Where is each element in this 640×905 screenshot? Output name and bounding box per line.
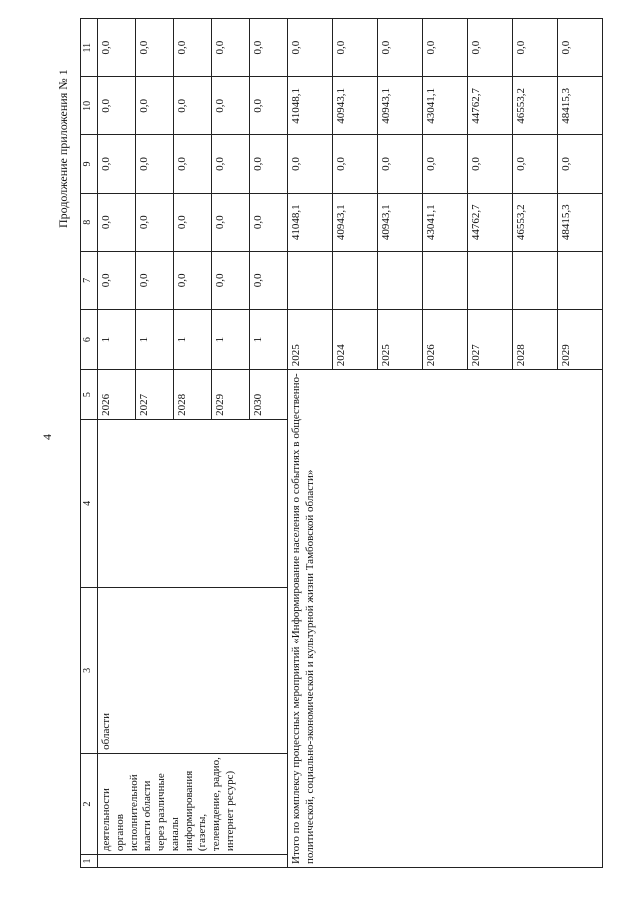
text-line: исполнительной: [127, 774, 140, 852]
col-number: 5: [81, 370, 98, 420]
col-number: 6: [81, 309, 98, 369]
total-cell: [423, 251, 468, 309]
total-cell: [513, 251, 558, 309]
value-cell: 0,0: [174, 77, 212, 135]
total-value: 44762,7: [468, 193, 513, 251]
municipal-value: 0,0: [468, 19, 513, 77]
year-cell: 2026: [423, 309, 468, 369]
value-cell: 0,0: [250, 19, 288, 77]
year-cell: 2028: [174, 370, 212, 420]
text-line: телевидение, радио,: [210, 757, 222, 852]
page-number: 4: [40, 434, 54, 440]
municipal-value: 0,0: [558, 19, 603, 77]
total-cell: [468, 251, 513, 309]
value-cell: 0,0: [212, 251, 250, 309]
regional-value: 46553,2: [513, 77, 558, 135]
federal-value: 0,0: [378, 135, 423, 193]
year-cell: 2029: [212, 370, 250, 420]
col-number: 1: [81, 855, 98, 868]
col-number: 8: [81, 193, 98, 251]
total-cell: [378, 251, 423, 309]
activity-description: [98, 753, 288, 854]
total-cell: [333, 251, 378, 309]
col-number: 2: [81, 753, 98, 854]
total-value: 43041,1: [423, 193, 468, 251]
regional-value: 43041,1: [423, 77, 468, 135]
total-label: Итого по комплексу процессных мероприятий «Информирование населения о событиях в общественно-политической, социально-экономической и культурной жизни Тамбовской области»: [288, 370, 603, 868]
federal-value: 0,0: [513, 135, 558, 193]
value-cell: 0,0: [250, 77, 288, 135]
year-cell: 2027: [468, 309, 513, 369]
municipal-value: 0,0: [378, 19, 423, 77]
executor-cell: области: [98, 587, 288, 753]
municipal-value: 0,0: [513, 19, 558, 77]
value-cell: 0,0: [136, 251, 174, 309]
financing-table: [80, 18, 603, 868]
total-value: 41048,1: [288, 193, 333, 251]
federal-value: 0,0: [288, 135, 333, 193]
rotated-table-sheet: [80, 18, 605, 868]
value-cell: 1: [136, 309, 174, 369]
appendix-note: Продолжение приложения № 1: [56, 69, 70, 228]
col-number: 4: [81, 419, 98, 587]
value-cell: 0,0: [98, 251, 136, 309]
value-cell: 0,0: [98, 135, 136, 193]
value-cell: 1: [174, 309, 212, 369]
value-cell: 0,0: [250, 193, 288, 251]
text-line: органов: [113, 814, 126, 852]
total-value: 48415,3: [558, 193, 603, 251]
value-cell: 0,0: [136, 19, 174, 77]
col-number: 9: [81, 135, 98, 193]
year-cell: 2024: [333, 309, 378, 369]
year-cell: 2027: [136, 370, 174, 420]
total-row: [288, 19, 333, 868]
col-number: 10: [81, 77, 98, 135]
federal-value: 0,0: [558, 135, 603, 193]
text-line: власти области: [141, 780, 154, 852]
federal-value: 0,0: [423, 135, 468, 193]
federal-value: 0,0: [333, 135, 378, 193]
year-cell: 2025: [378, 309, 423, 369]
value-cell: 0,0: [98, 193, 136, 251]
year-cell: 2026: [98, 370, 136, 420]
value-cell: 0,0: [250, 135, 288, 193]
regional-value: 48415,3: [558, 77, 603, 135]
value-cell: 0,0: [250, 251, 288, 309]
value-cell: 1: [98, 309, 136, 369]
value-cell: 0,0: [174, 19, 212, 77]
federal-value: 0,0: [468, 135, 513, 193]
value-cell: 0,0: [98, 77, 136, 135]
value-cell: 0,0: [136, 193, 174, 251]
year-cell: 2025: [288, 309, 333, 369]
indicator-cell: [98, 419, 288, 587]
value-cell: 0,0: [212, 193, 250, 251]
text-line: деятельности: [100, 788, 112, 852]
table-row: [98, 19, 136, 868]
value-cell: 0,0: [136, 77, 174, 135]
column-number-row: [81, 19, 98, 868]
value-cell: 0,0: [98, 19, 136, 77]
value-cell: 0,0: [136, 135, 174, 193]
total-value: 40943,1: [333, 193, 378, 251]
text-line: информирования: [182, 770, 195, 852]
text-line: через различные: [155, 773, 167, 852]
total-value: 40943,1: [378, 193, 423, 251]
total-value: 46553,2: [513, 193, 558, 251]
total-cell: [558, 251, 603, 309]
year-cell: 2029: [558, 309, 603, 369]
value-cell: 0,0: [212, 19, 250, 77]
value-cell: 1: [212, 309, 250, 369]
year-cell: 2028: [513, 309, 558, 369]
regional-value: 40943,1: [333, 77, 378, 135]
index-cell: [98, 855, 288, 868]
text-line: каналы: [168, 817, 181, 852]
municipal-value: 0,0: [423, 19, 468, 77]
col-number: 11: [81, 19, 98, 77]
municipal-value: 0,0: [333, 19, 378, 77]
regional-value: 44762,7: [468, 77, 513, 135]
total-cell: [288, 251, 333, 309]
col-number: 7: [81, 251, 98, 309]
value-cell: 0,0: [212, 77, 250, 135]
regional-value: 41048,1: [288, 77, 333, 135]
col-number: 3: [81, 587, 98, 753]
year-cell: 2030: [250, 370, 288, 420]
value-cell: 0,0: [174, 193, 212, 251]
value-cell: 1: [250, 309, 288, 369]
regional-value: 40943,1: [378, 77, 423, 135]
municipal-value: 0,0: [288, 19, 333, 77]
text-line: интернет ресурс): [223, 770, 236, 852]
value-cell: 0,0: [212, 135, 250, 193]
text-line: (газеты,: [196, 813, 209, 852]
value-cell: 0,0: [174, 135, 212, 193]
value-cell: 0,0: [174, 251, 212, 309]
